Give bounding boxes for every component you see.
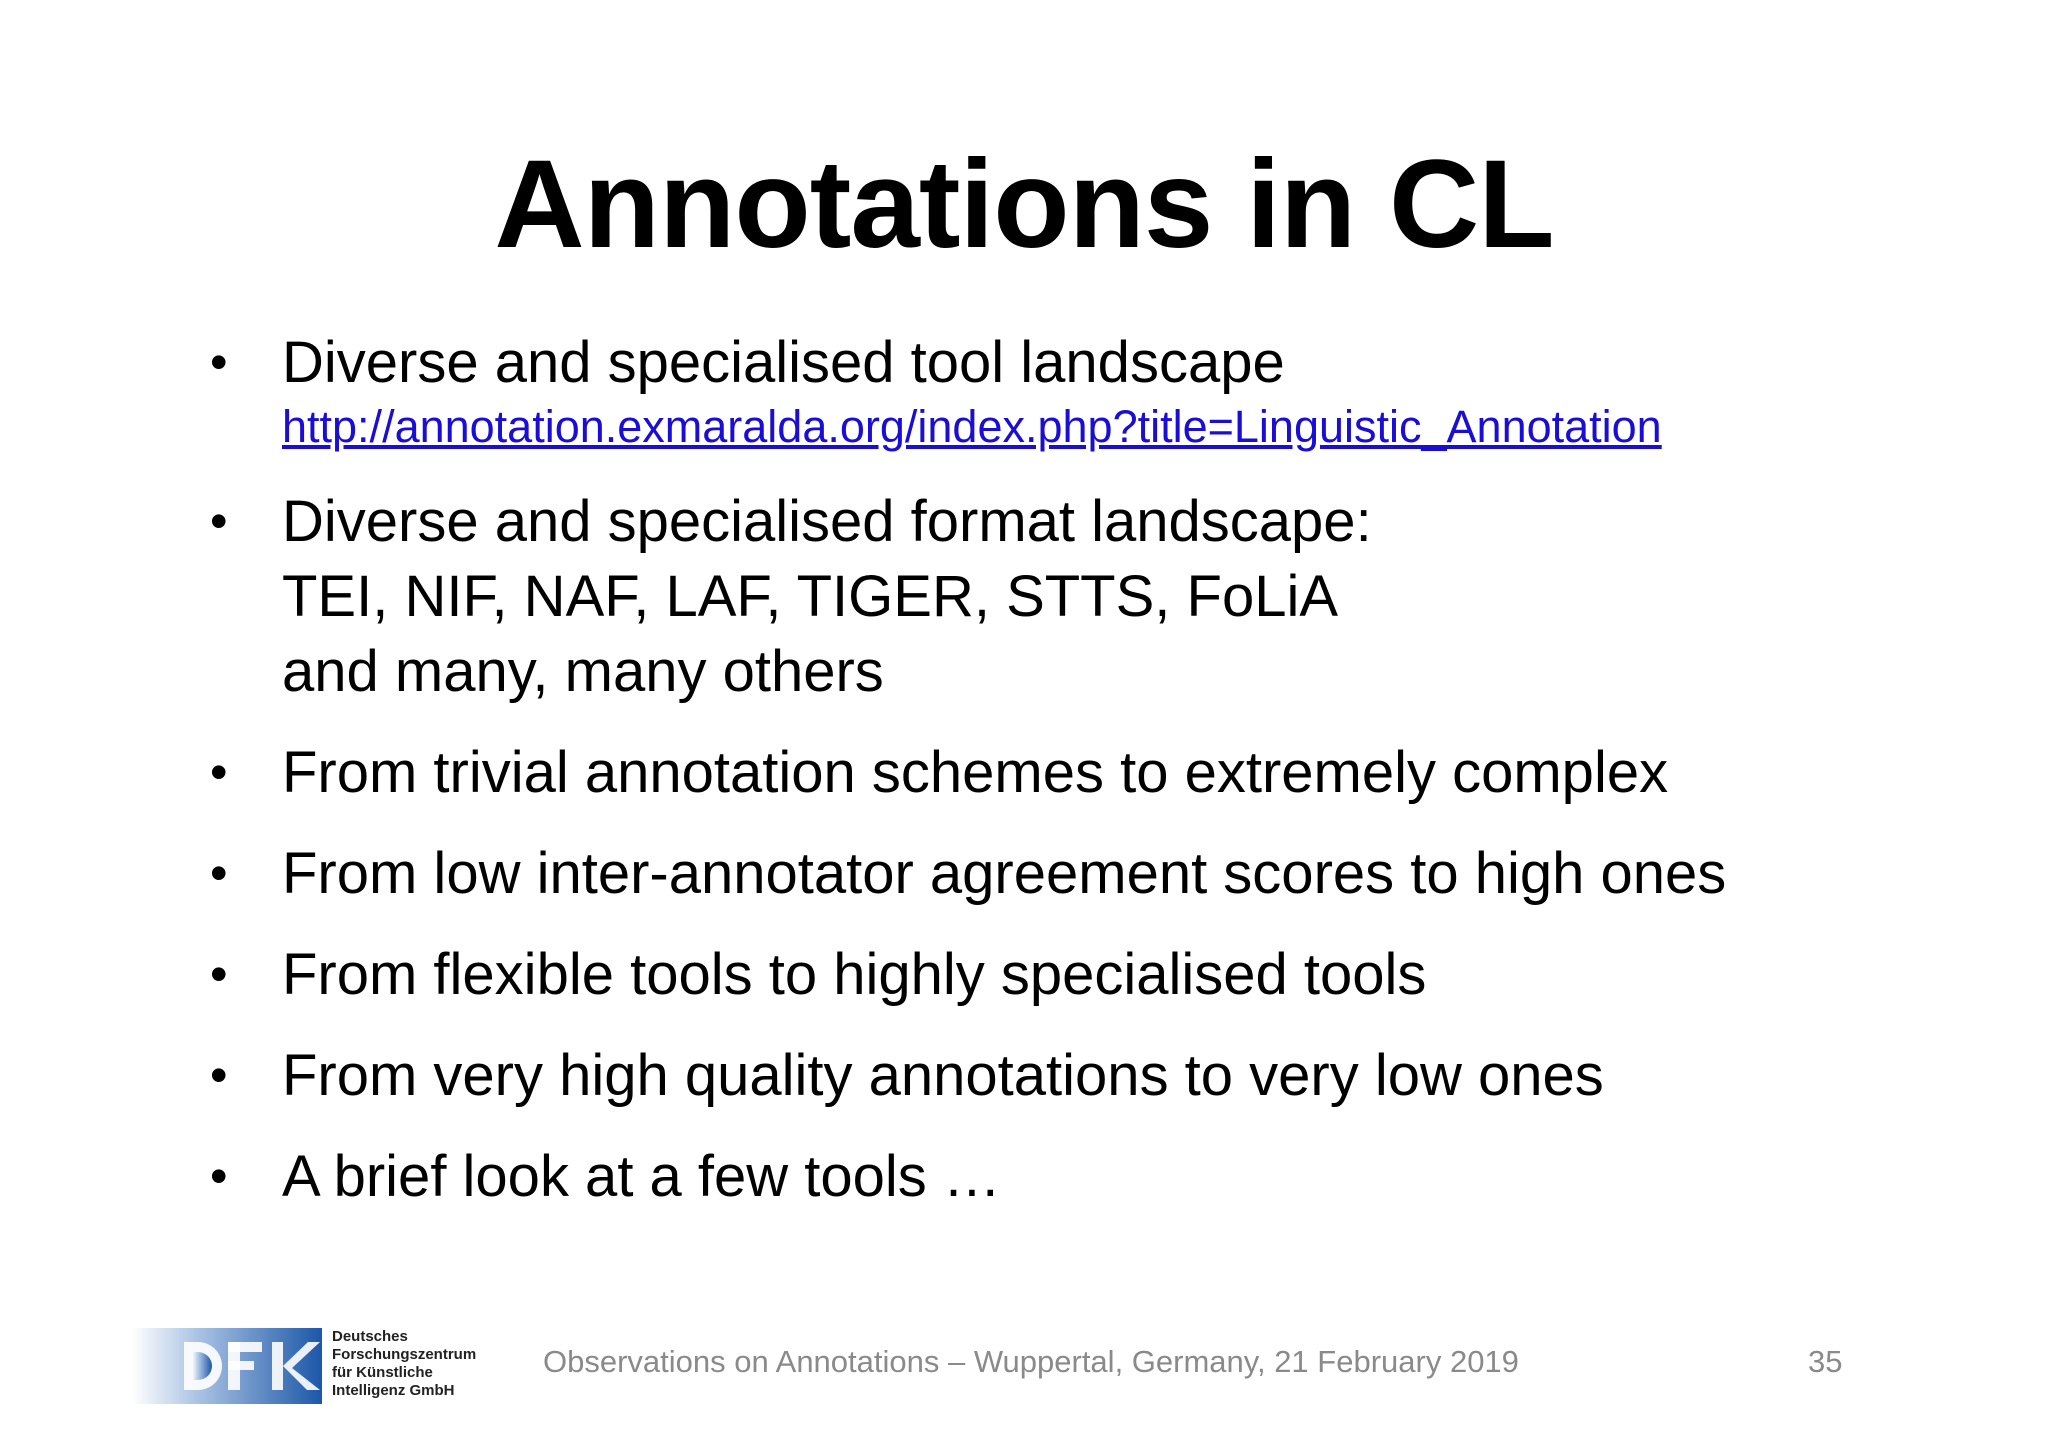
bullet-icon: • [210, 1047, 228, 1103]
bullet-item [210, 325, 1910, 458]
bullet-item [210, 735, 1910, 810]
bullet-text: A brief look at a few tools … [282, 1144, 1001, 1209]
logo-text-line: Deutsches [332, 1328, 408, 1345]
bullet-item [210, 1038, 1910, 1113]
bullet-item [210, 937, 1910, 1012]
bullet-icon: • [210, 334, 228, 390]
bullet-icon: • [210, 946, 228, 1002]
footer-caption: Observations on Annotations – Wuppertal, Germany, 21 February 2019 [543, 1344, 1519, 1379]
dfki-logo-icon [132, 1328, 322, 1404]
bullet-text: From low inter-annotator agreement scores to high ones [282, 841, 1727, 906]
bullet-text: and many, many others [282, 639, 884, 704]
page-number: 35 [1808, 1344, 1843, 1379]
bullet-item [210, 1139, 1910, 1214]
dfki-logo-text [332, 1328, 476, 1400]
slide-title: Annotations in CL [494, 135, 1554, 274]
annotation-tools-link[interactable]: http://annotation.exmaralda.org/index.php?title=Linguistic_Annotation [282, 401, 1662, 452]
logo-text-line: für Künstliche [332, 1364, 433, 1381]
logo-text-line: Forschungszentrum [332, 1346, 477, 1363]
bullet-text: From flexible tools to highly specialised tools [282, 942, 1427, 1007]
bullet-icon: • [210, 1148, 228, 1204]
bullet-icon: • [210, 744, 228, 800]
bullet-item [210, 484, 1910, 709]
bullet-text: TEI, NIF, NAF, LAF, TIGER, STTS, FoLiA [282, 564, 1339, 629]
bullet-text: Diverse and specialised tool landscape [282, 330, 1285, 395]
bullet-icon: • [210, 845, 228, 901]
bullet-item [210, 836, 1910, 911]
slide-footer [0, 1316, 2048, 1399]
bullet-text: Diverse and specialised format landscape: [282, 489, 1372, 554]
bullet-text: From very high quality annotations to very low ones [282, 1043, 1604, 1108]
bullet-text: From trivial annotation schemes to extremely complex [282, 740, 1669, 805]
bullet-icon: • [210, 493, 228, 549]
bullet-list [210, 325, 1910, 1240]
logo-text-line: Intelligenz GmbH [332, 1382, 455, 1399]
